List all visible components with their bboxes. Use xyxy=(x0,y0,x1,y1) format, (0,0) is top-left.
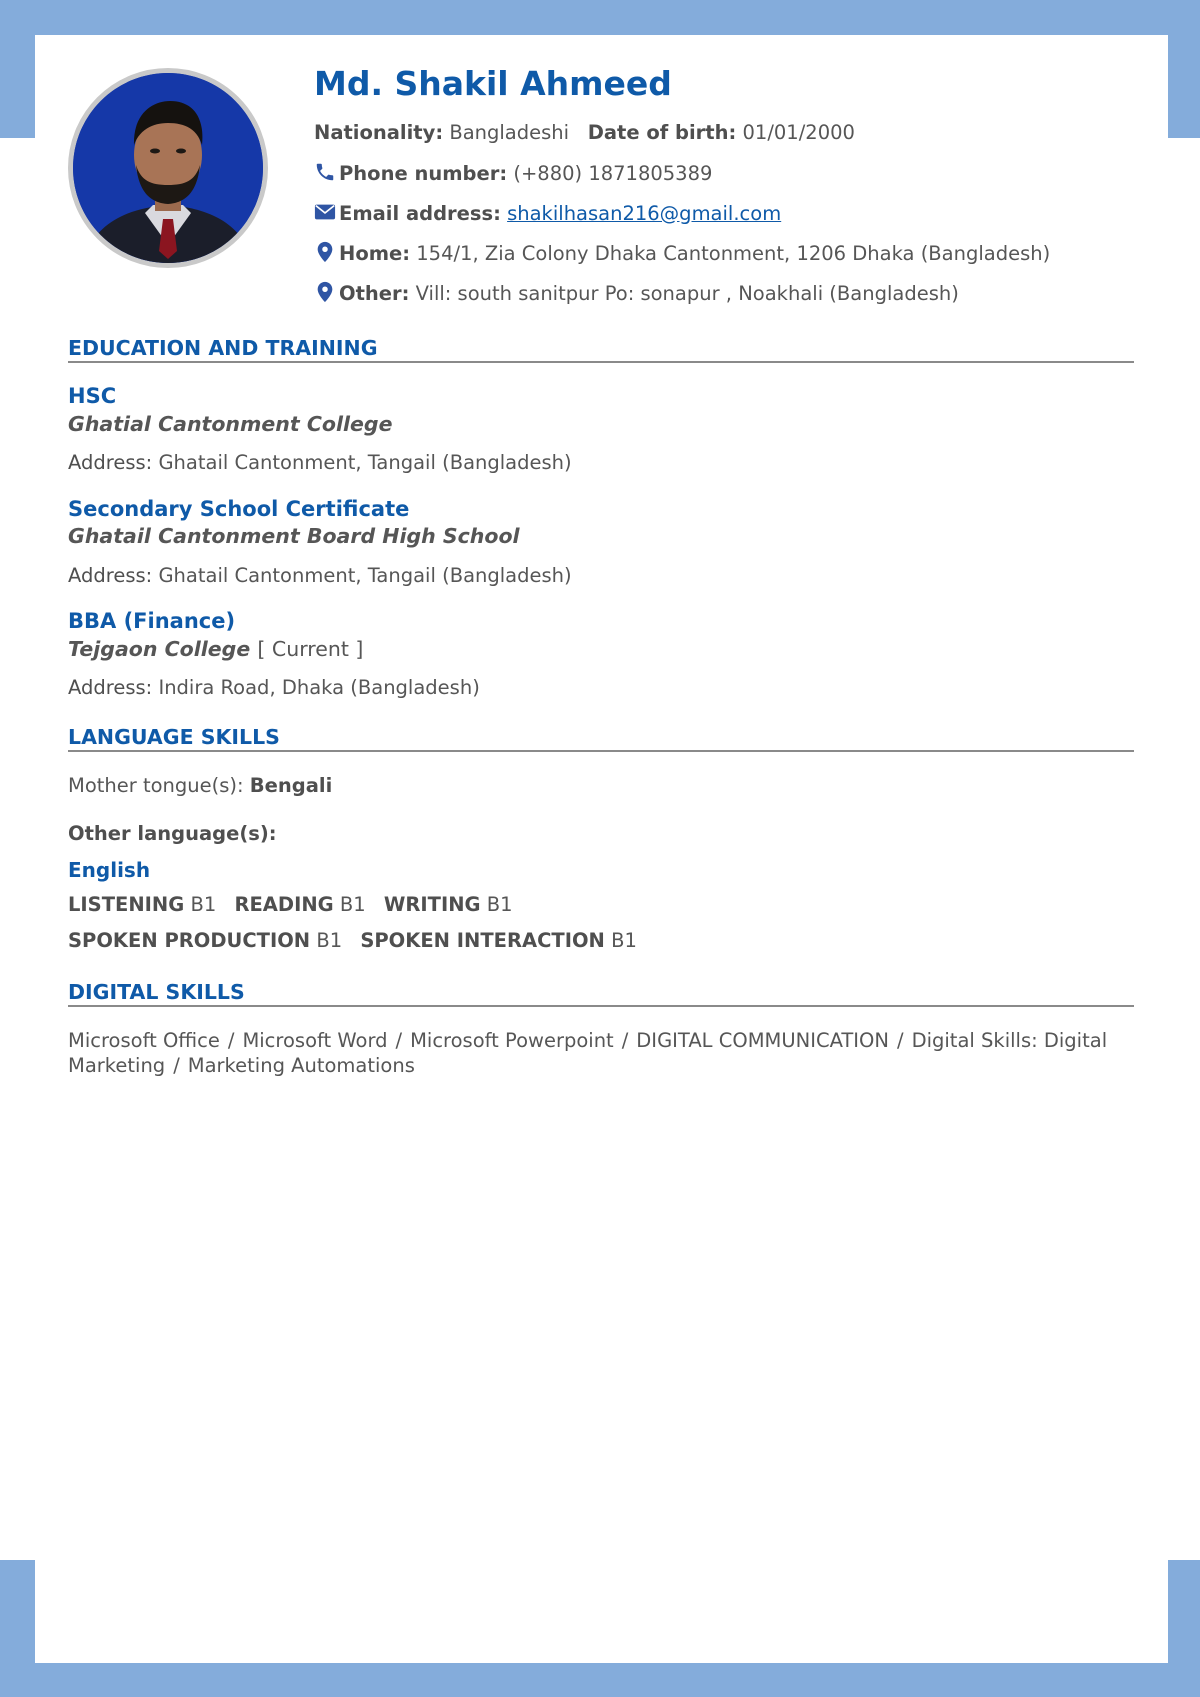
language-name: English xyxy=(68,858,151,882)
location-pin-icon xyxy=(314,281,336,308)
phone-line xyxy=(314,161,712,188)
nationality-dob-line xyxy=(314,121,855,144)
digital-skill: Microsoft Word xyxy=(242,1029,388,1052)
home-value: 154/1, Zia Colony Dhaka Cantonment, 1206 Dhaka (Bangladesh) xyxy=(416,242,1051,265)
education-degree: HSC xyxy=(68,384,117,408)
other-value: Vill: south sanitpur Po: sonapur , Noakhali (Bangladesh) xyxy=(415,282,959,305)
education-school xyxy=(68,524,520,548)
separator: / xyxy=(621,1029,629,1052)
phone-value: (+880) 1871805389 xyxy=(513,162,713,185)
frame-top-right-bar xyxy=(1168,0,1200,138)
digital-skill: Marketing Automations xyxy=(187,1054,415,1077)
education-address xyxy=(68,451,572,474)
frame-bottom-right-bar xyxy=(1168,1560,1200,1697)
location-pin-icon xyxy=(314,241,336,268)
section-title-digital: DIGITAL SKILLS xyxy=(68,980,1134,1007)
address-value: Indira Road, Dhaka (Bangladesh) xyxy=(158,676,480,699)
frame-top-bar xyxy=(0,0,1200,35)
school-name: Ghatial Cantonment College xyxy=(68,412,393,436)
education-address xyxy=(68,676,480,699)
skill-label: LISTENING xyxy=(68,893,185,916)
digital-skill: Microsoft Office xyxy=(68,1029,220,1052)
profile-photo xyxy=(68,68,268,268)
email-label: Email address: xyxy=(339,202,501,225)
frame-bottom-left-bar xyxy=(0,1560,35,1697)
skill-level: B1 xyxy=(190,893,217,916)
skill-level: B1 xyxy=(339,893,366,916)
home-label: Home: xyxy=(339,242,411,265)
separator: / xyxy=(227,1029,235,1052)
education-school xyxy=(68,412,393,436)
phone-label: Phone number: xyxy=(339,162,508,185)
address-label: Address: xyxy=(68,676,153,699)
skill-label: SPOKEN INTERACTION xyxy=(360,929,605,952)
education-school xyxy=(68,637,363,661)
skill-level: B1 xyxy=(316,929,343,952)
other-languages-line xyxy=(68,822,277,845)
other-languages-label: Other language(s): xyxy=(68,822,277,845)
address-label: Address: xyxy=(68,564,153,587)
frame-bottom-bar xyxy=(0,1663,1200,1697)
digital-skill: Digital Skills: Digital Marketing xyxy=(68,1029,1108,1077)
skill-row xyxy=(68,929,637,952)
digital-skills-list xyxy=(68,1028,1138,1078)
nationality-value: Bangladeshi xyxy=(449,121,570,144)
address-label: Address: xyxy=(68,451,153,474)
person-name: Md. Shakil Ahmeed xyxy=(314,64,672,103)
digital-skill: DIGITAL COMMUNICATION xyxy=(636,1029,889,1052)
school-name: Ghatail Cantonment Board High School xyxy=(68,524,520,548)
current-tag: [ Current ] xyxy=(257,637,364,661)
dob-value: 01/01/2000 xyxy=(742,121,855,144)
nationality-label: Nationality: xyxy=(314,121,444,144)
education-degree: Secondary School Certificate xyxy=(68,497,410,521)
education-degree: BBA (Finance) xyxy=(68,609,236,633)
mother-tongue-label: Mother tongue(s): xyxy=(68,774,244,797)
education-address xyxy=(68,564,572,587)
separator: / xyxy=(173,1054,180,1077)
separator: / xyxy=(395,1029,403,1052)
frame-top-left-bar xyxy=(0,0,35,138)
mother-tongue-value: Bengali xyxy=(249,774,333,797)
section-title-education: EDUCATION AND TRAINING xyxy=(68,336,1134,363)
envelope-icon xyxy=(314,201,336,228)
digital-skill: Microsoft Powerpoint xyxy=(410,1029,614,1052)
section-title-languages: LANGUAGE SKILLS xyxy=(68,725,1134,752)
email-link[interactable]: shakilhasan216@gmail.com xyxy=(507,202,782,225)
home-address-line xyxy=(314,241,1050,268)
dob-label: Date of birth: xyxy=(587,121,737,144)
address-value: Ghatail Cantonment, Tangail (Bangladesh) xyxy=(158,451,572,474)
skill-row xyxy=(68,893,513,916)
skill-level: B1 xyxy=(611,929,637,952)
email-line xyxy=(314,201,781,228)
cv-page xyxy=(35,35,1168,1663)
mother-tongue-line xyxy=(68,774,332,797)
skill-level: B1 xyxy=(486,893,513,916)
separator: / xyxy=(897,1029,904,1052)
school-name: Tejgaon College xyxy=(68,637,251,661)
other-address-line xyxy=(314,281,959,308)
phone-icon xyxy=(314,161,336,188)
other-label: Other: xyxy=(339,282,410,305)
skill-label: SPOKEN PRODUCTION xyxy=(68,929,311,952)
skill-label: READING xyxy=(234,893,334,916)
skill-label: WRITING xyxy=(383,893,481,916)
address-value: Ghatail Cantonment, Tangail (Bangladesh) xyxy=(158,564,572,587)
